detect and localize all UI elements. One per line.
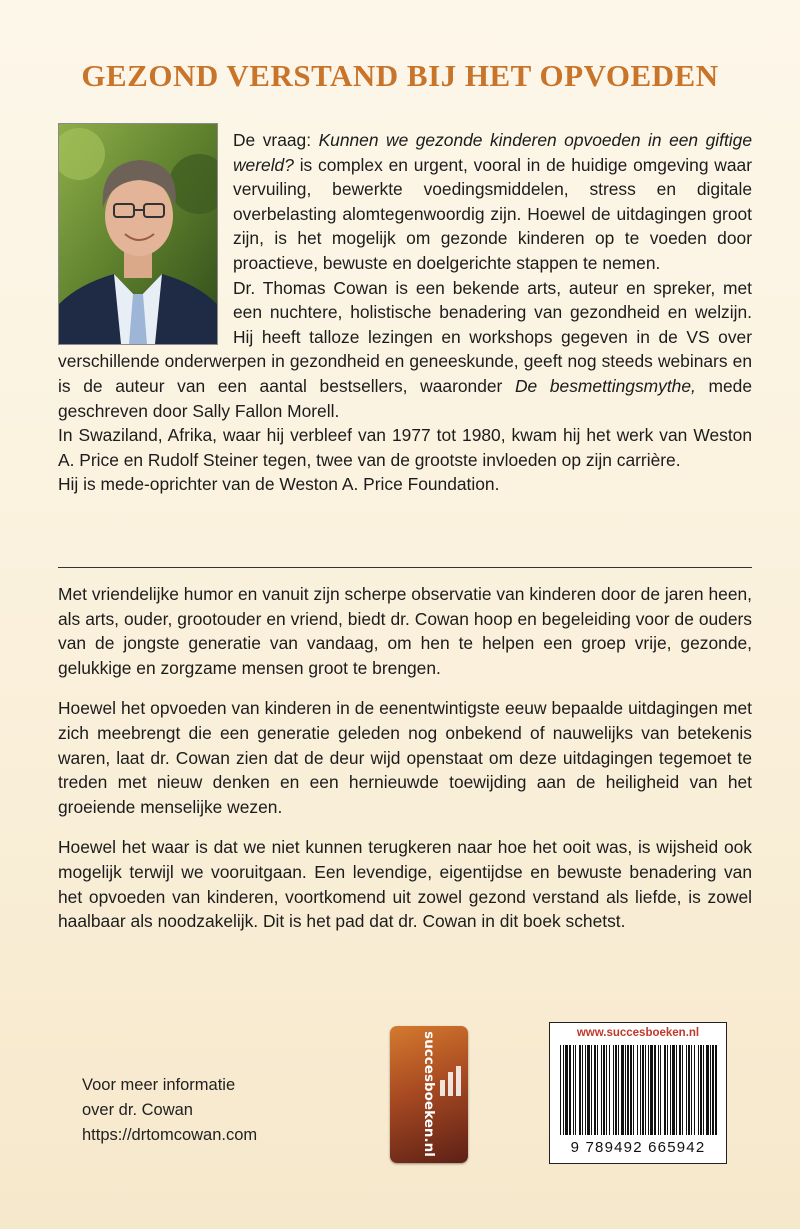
barcode-bar	[627, 1045, 629, 1135]
barcode-bar	[688, 1045, 690, 1135]
more-info	[82, 1073, 257, 1148]
barcode-bar	[587, 1045, 590, 1135]
barcode-bar	[691, 1045, 692, 1135]
isbn-barcode	[549, 1022, 727, 1164]
barcode-bar	[660, 1045, 661, 1135]
barcode-bar	[710, 1045, 711, 1135]
publisher-logo	[390, 1026, 468, 1163]
barcode-bar	[667, 1045, 668, 1135]
barcode-bar	[603, 1045, 605, 1135]
barcode-bar	[601, 1045, 602, 1135]
barcode-icon	[556, 1045, 720, 1137]
barcode-bar	[670, 1045, 671, 1135]
barcode-bar	[672, 1045, 675, 1135]
barcode-bar	[700, 1045, 702, 1135]
barcode-bar	[625, 1045, 626, 1135]
barcode-bar	[664, 1045, 666, 1135]
barcode-bar	[582, 1045, 583, 1135]
publisher-url: www.succesboeken.nl	[576, 1027, 700, 1039]
divider	[58, 567, 752, 568]
barcode-bar	[698, 1045, 699, 1135]
barcode-bar	[575, 1045, 576, 1135]
barcode-bar	[597, 1045, 598, 1135]
blurb-paragraph-1: Met vriendelijke humor en vanuit zijn scherpe observatie van kinderen door de jaren heen, als arts, ouder, grootouder en vriend, biedt dr. Cowan hoop en begeleiding voor de ouders van de jongste generatie van vandaag, om hen te helpen een groep vrije, gezonde, gelukkige en zorgzame mensen groot te brengen.	[58, 584, 752, 678]
barcode-bar	[703, 1045, 704, 1135]
info-line-2: over dr. Cowan	[82, 1101, 193, 1119]
barcode-bar	[637, 1045, 638, 1135]
barcode-bar	[712, 1045, 714, 1135]
bio-paragraph-2: Dr. Thomas Cowan is een bekende arts, auteur en spreker, met een nuchtere, holistische benadering van gezondheid en welzijn. Hij heeft talloze lezingen en workshops gegeven in de VS over verschillende onderwerpen in gezondheid en geneeskunde, geeft nog steeds webinars en is de auteur van een aantal bestsellers, waaronder De besmettingsmythe, mede geschreven door Sally Fallon Morell.	[58, 277, 752, 421]
barcode-bar	[645, 1045, 646, 1135]
barcode-bar	[640, 1045, 641, 1135]
book-blurb	[58, 582, 752, 950]
barcode-bar	[613, 1045, 614, 1135]
barcode-bar	[569, 1045, 571, 1135]
barcode-bar	[606, 1045, 607, 1135]
barcode-bar	[654, 1045, 656, 1135]
bio-paragraph-1: De vraag: Kunnen we gezonde kinderen opvoeden in een giftige wereld? is complex en urgent, vooral in de huidige omgeving waar vervuiling, bewerkte voedingsmiddelen, stress en digitale overbelasting alomtegenwoordig zijn. Hoewel de uitdagingen groot zijn, is het mogelijk om gezonde kinderen op te voeden door proactieve, bewuste en doelgerichte stappen te nemen.	[233, 130, 752, 273]
barcode-bar	[682, 1045, 683, 1135]
info-line-1: Voor meer informatie	[82, 1076, 236, 1094]
barcode-bar	[706, 1045, 709, 1135]
barcode-bar	[594, 1045, 596, 1135]
barcode-bar	[621, 1045, 624, 1135]
barcode-bar	[694, 1045, 695, 1135]
barcode-bar	[633, 1045, 634, 1135]
barcode-bar	[679, 1045, 681, 1135]
barcode-bar	[650, 1045, 653, 1135]
publisher-logo-text: succesboeken.nl	[421, 1031, 437, 1157]
barcode-bar	[563, 1045, 564, 1135]
blurb-paragraph-2: Hoewel het opvoeden van kinderen in de eenentwintigste eeuw bepaalde uitdagingen met zich meebrengt die een generatie geleden nog onbekend of nauwelijks van betekenis waren, laat dr. Cowan zien dat de deur wijd openstaat om deze uitdagingen tegemoet te treden met nieuw denken en een hernieuwde toewijding aan de heiligheid van het groeiende menselijke wezen.	[58, 698, 752, 817]
book-title: GEZOND VERSTAND BIJ HET OPVOEDEN	[81, 58, 719, 93]
barcode-bar	[579, 1045, 581, 1135]
barcode-bar	[591, 1045, 592, 1135]
barcode-bar	[642, 1045, 644, 1135]
info-url-link[interactable]: https://drtomcowan.com	[82, 1126, 258, 1144]
bar-chart-icon	[440, 1066, 462, 1096]
barcode-bar	[618, 1045, 619, 1135]
barcode-bar	[648, 1045, 649, 1135]
barcode-bar	[565, 1045, 568, 1135]
author-bio	[58, 128, 752, 497]
barcode-bar	[560, 1045, 561, 1135]
blurb-paragraph-3: Hoewel het waar is dat we niet kunnen terugkeren naar hoe het ooit was, is wijsheid ook mogelijk terwijl we vooruitgaan. Een levendige, eigentijdse en bewuste benadering van het opvoeden van kinderen, voortkomend uit zowel gezond verstand als liefde, is zowel haalbaar als noodzakelijk. Dit is het pad dat dr. Cowan in dit boek schetst.	[58, 837, 752, 932]
isbn-number: 9 789492 665942	[570, 1139, 706, 1156]
bio-paragraph-3: In Swaziland, Afrika, waar hij verbleef van 1977 tot 1980, kwam hij het werk van Weston A. Price en Rudolf Steiner tegen, twee van de grootste invloeden op zijn carrière.	[58, 425, 752, 470]
barcode-bar	[686, 1045, 687, 1135]
bio-paragraph-4: Hij is mede-oprichter van de Weston A. Price Foundation.	[58, 474, 500, 495]
barcode-bar	[676, 1045, 677, 1135]
barcode-bar	[585, 1045, 586, 1135]
barcode-bar	[715, 1045, 717, 1135]
barcode-bar	[615, 1045, 617, 1135]
barcode-bar	[658, 1045, 659, 1135]
barcode-bar	[609, 1045, 610, 1135]
barcode-bar	[630, 1045, 632, 1135]
barcode-bar	[573, 1045, 574, 1135]
